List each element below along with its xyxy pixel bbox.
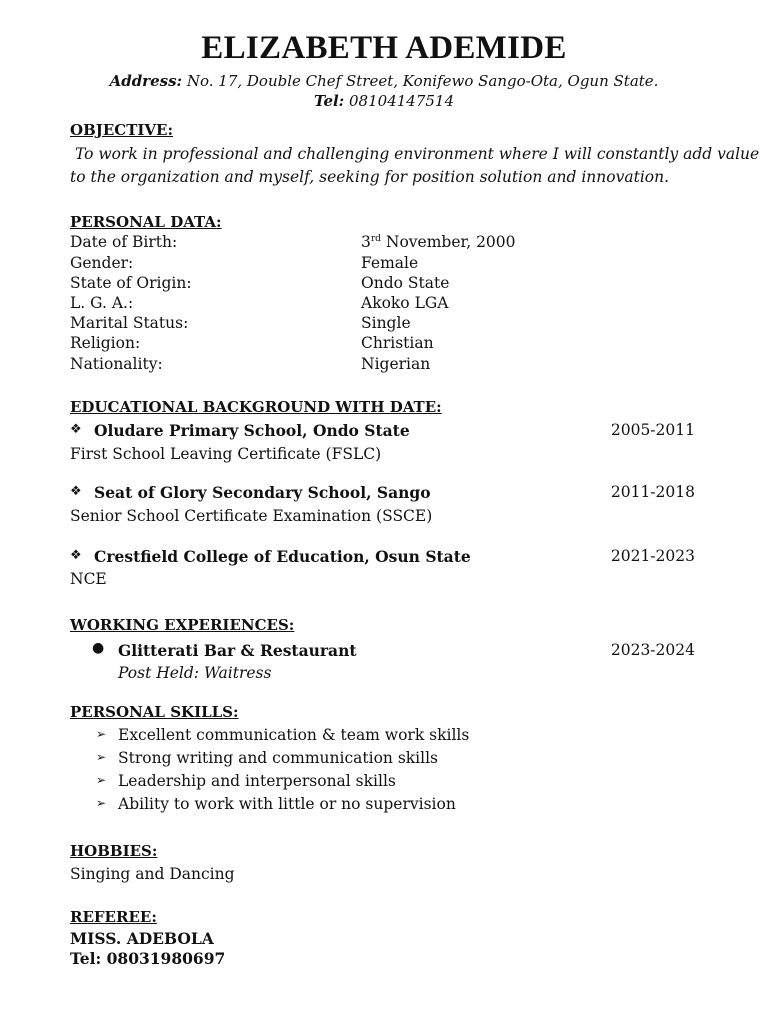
personal-data-value: Christian [361, 334, 434, 352]
school-years: 2021-2023 [610, 547, 695, 565]
personal-data-label: Nationality: [70, 355, 163, 373]
dob-label: Date of Birth: [70, 233, 178, 251]
arrow-bullet-icon: ➢ [96, 750, 107, 764]
diamond-bullet-icon: ❖ [70, 422, 82, 437]
hobbies-heading: HOBBIES: [70, 842, 158, 860]
school-certificate: First School Leaving Certificate (FSLC) [70, 445, 382, 463]
work-heading: WORKING EXPERIENCES: [70, 616, 295, 634]
personal-data-value: Female [361, 254, 419, 272]
objective-heading: OBJECTIVE: [70, 121, 174, 139]
skill-text: Ability to work with little or no supervision [118, 795, 456, 813]
personal-data-row [70, 294, 630, 314]
address-value: No. 17, Double Chef Street, Konifewo Sango-Ota, Ogun State. [186, 72, 659, 90]
skill-text: Leadership and interpersonal skills [118, 772, 396, 790]
personal-data-label: Gender: [70, 254, 134, 272]
telephone-value: 08104147514 [349, 92, 454, 110]
post-held: Post Held: Waitress [118, 664, 272, 682]
personal-data-value: Ondo State [361, 274, 450, 292]
hobbies-text: Singing and Dancing [70, 865, 235, 883]
arrow-bullet-icon: ➢ [96, 773, 107, 787]
address-label: Address: [109, 72, 183, 90]
objective-text-content: To work in professional and challenging environment where I will constantly add value to the organization and myself, seeking for position solution and innovation. [70, 145, 760, 186]
skill-text: Excellent communication & team work skills [118, 726, 470, 744]
school-certificate: NCE [70, 570, 107, 588]
personal-data-value: Akoko LGA [361, 294, 449, 312]
personal-data-label: L. G. A.: [70, 294, 134, 312]
school-name: Seat of Glory Secondary School, Sango [94, 483, 431, 502]
arrow-bullet-icon: ➢ [96, 796, 107, 810]
referee-heading: REFEREE: [70, 908, 157, 926]
school-name: Oludare Primary School, Ondo State [94, 421, 410, 440]
personal-data-row [70, 314, 630, 334]
resume-name-title: ELIZABETH ADEMIDE [201, 30, 567, 66]
arrow-bullet-icon: ➢ [96, 727, 107, 741]
personal-data-row-dob [70, 233, 630, 253]
education-item [70, 547, 695, 569]
telephone-label: Tel: [314, 92, 345, 110]
telephone-line [0, 92, 768, 110]
personal-data-heading: PERSONAL DATA: [70, 213, 222, 231]
personal-data-row [70, 254, 630, 274]
school-years: 2011-2018 [610, 483, 695, 501]
personal-data-value: Single [361, 314, 411, 332]
school-name: Crestfield College of Education, Osun State [94, 547, 471, 566]
dob-day: 3 [361, 233, 371, 251]
personal-data-label: State of Origin: [70, 274, 192, 292]
diamond-bullet-icon: ❖ [70, 548, 82, 563]
dob-suffix: rd [370, 234, 381, 244]
referee-name: MISS. ADEBOLA [70, 929, 214, 948]
referee-telephone: Tel: 08031980697 [70, 949, 226, 968]
school-years: 2005-2011 [610, 421, 695, 439]
dob-value [361, 233, 516, 251]
objective-text [70, 143, 765, 189]
school-certificate: Senior School Certificate Examination (SSCE) [70, 507, 433, 525]
personal-data-row [70, 334, 630, 354]
diamond-bullet-icon: ❖ [70, 484, 82, 499]
personal-data-value: Nigerian [361, 355, 431, 373]
personal-data-row [70, 274, 630, 294]
round-bullet-icon: ● [92, 640, 105, 656]
skills-heading: PERSONAL SKILLS: [70, 703, 239, 721]
education-heading: EDUCATIONAL BACKGROUND WITH DATE: [70, 398, 442, 416]
personal-data-label: Religion: [70, 334, 141, 352]
education-item [70, 483, 695, 505]
employment-years: 2023-2024 [610, 641, 695, 659]
employer-name: Glitterati Bar & Restaurant [118, 641, 357, 660]
dob-rest: November, 2000 [385, 233, 516, 251]
address-line [0, 72, 768, 90]
personal-data-label: Marital Status: [70, 314, 189, 332]
skill-text: Strong writing and communication skills [118, 749, 438, 767]
personal-data-row [70, 355, 630, 375]
education-item [70, 421, 695, 443]
